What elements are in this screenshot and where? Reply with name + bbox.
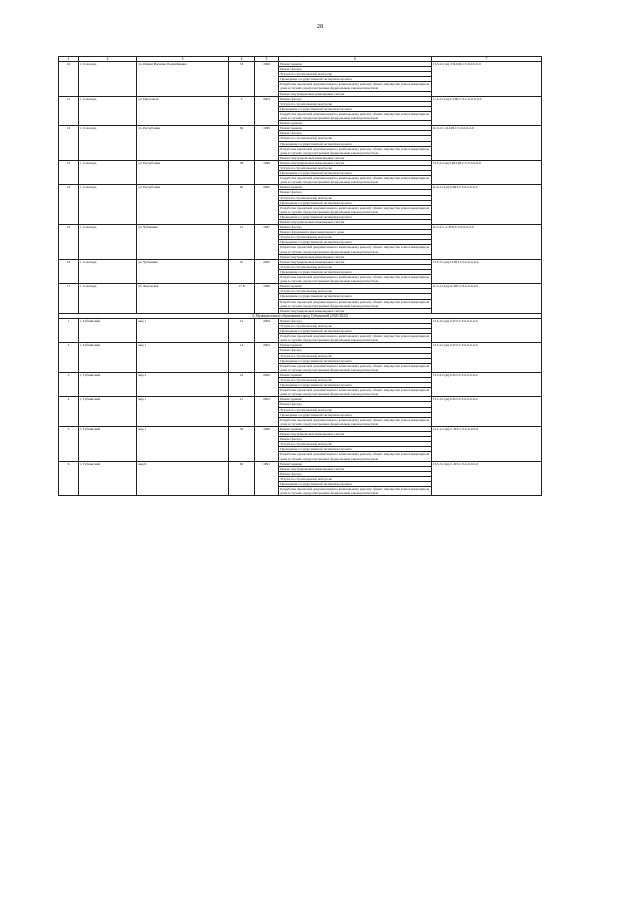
work-type-cell: Проведение государственной экспертизы проекта <box>279 481 432 486</box>
house-number-cell: 14 <box>229 343 255 373</box>
work-type-cell: Разработка проектной документации по капитальному ремонту общего имущества в многоквартирном доме в случаях, предусмотренных федеральным законодательством <box>279 334 432 343</box>
city-cell: г. Салехард <box>79 259 137 283</box>
header-cell: 4 <box>229 57 255 62</box>
row-number-cell: 12 <box>59 126 79 161</box>
row-number-cell: 17 <box>59 284 79 314</box>
work-type-cell: Ремонт внутридомовых инженерных систем <box>279 220 432 225</box>
work-type-cell: Разработка проектной документации по капитальному ремонту общего имущества в многоквартирном доме в случаях, предусмотренных федеральным законодательством <box>279 417 432 426</box>
city-cell: г. Салехард <box>79 225 137 260</box>
table-row <box>59 461 542 466</box>
city-cell: г. Губкинский <box>79 426 137 461</box>
work-type-cell: Ремонт фасада <box>279 225 432 230</box>
street-cell: мкр 3 <box>137 372 229 396</box>
work-type-cell: Ремонт крыши <box>279 426 432 431</box>
build-year-cell: 2002 <box>255 343 279 373</box>
table-row <box>59 426 542 431</box>
work-type-cell: Услуги по строительному контролю <box>279 264 432 269</box>
work-type-cell: Проведение государственной экспертизы проекта <box>279 200 432 205</box>
work-type-cell: Проведение государственной экспертизы проекта <box>279 141 432 146</box>
street-cell: мкр 1 <box>137 318 229 342</box>
street-cell: мкр 1 <box>137 343 229 373</box>
house-code-cell: К-3-2-С(м)-О-ПП-СЭ-0-0-0-0-0 <box>432 284 542 314</box>
house-code-cell: П-5-3-С(м)-0-ПЭ-СЭ-0-0-0-0-0 <box>432 318 542 342</box>
build-year-cell: 2009 <box>255 318 279 342</box>
work-type-cell: Разработка проектной документации по капитальному ремонту общего имущества в многоквартирном доме в случаях, предусмотренных федеральным законодательством <box>279 82 432 91</box>
street-cell: ул. Чубынина <box>137 259 229 283</box>
row-number-cell: 1 <box>59 318 79 342</box>
street-cell: ул. Республики <box>137 160 229 184</box>
row-number-cell: 5 <box>59 426 79 461</box>
street-cell: ул. Республики <box>137 185 229 225</box>
street-cell: ул. Ямальская <box>137 284 229 314</box>
table-row <box>59 62 542 67</box>
row-number-cell: 15 <box>59 225 79 260</box>
work-type-cell: Разработка проектной документации по капитальному ремонту общего имущества в многоквартирном доме в случаях, предусмотренных федеральным законодательством <box>279 487 432 496</box>
header-cell: 5 <box>255 57 279 62</box>
city-cell: г. Салехард <box>79 62 137 97</box>
row-number-cell: 6 <box>59 461 79 496</box>
work-type-cell: Ремонт крыши <box>279 121 432 126</box>
street-cell: мкр 1 <box>137 426 229 461</box>
work-type-cell: Ремонт фундамента многоквартирного дома <box>279 230 432 235</box>
table-row <box>59 225 542 230</box>
work-type-cell: Ремонт крыши <box>279 372 432 377</box>
row-number-cell: 14 <box>59 185 79 225</box>
city-cell: г. Салехард <box>79 126 137 161</box>
work-type-cell: Ремонт внутридомовых инженерных систем <box>279 254 432 259</box>
work-type-cell: Услуги по строительному контролю <box>279 165 432 170</box>
row-number-cell: 2 <box>59 343 79 373</box>
house-number-cell: 21 <box>229 397 255 427</box>
street-cell: ул. Чубынина <box>137 225 229 260</box>
work-type-cell: Разработка проектной документации по капитальному ремонту общего имущества в многоквартирном доме в случаях, предусмотренных федеральным законодательством <box>279 245 432 254</box>
work-type-cell: Проведение государственной экспертизы проекта <box>279 269 432 274</box>
work-type-cell: Разработка проектной документации по капитальному ремонту общего имущества в многоквартирном доме в случаях, предусмотренных федеральным законодательством <box>279 299 432 308</box>
city-cell: г. Салехард <box>79 185 137 225</box>
header-cell: 7 <box>432 57 542 62</box>
work-type-cell: Услуги по строительному контролю <box>279 136 432 141</box>
work-type-cell: Ремонт крыши <box>279 343 432 348</box>
city-cell: г. Губкинский <box>79 318 137 342</box>
row-number-cell: 11 <box>59 96 79 126</box>
house-number-cell: 17 Б <box>229 284 255 314</box>
house-code-cell: П-5-2-С(м)-0-ПЭ-СЭ-0-0-0-0-0 <box>432 372 542 396</box>
header-cell: 1 <box>59 57 79 62</box>
house-number-cell: 62 <box>229 461 255 496</box>
work-type-cell: Ремонт фасада <box>279 437 432 442</box>
work-type-cell: Проведение государственной экспертизы проекта <box>279 214 432 219</box>
work-type-cell: Услуги по строительному контролю <box>279 235 432 240</box>
city-cell: г. Губкинский <box>79 372 137 396</box>
work-type-cell: Ремонт фасада <box>279 96 432 101</box>
work-type-cell: Разработка проектной документации по капитальному ремонту общего имущества в многоквартирном доме в случаях, предусмотренных федеральным законодательством <box>279 388 432 397</box>
city-cell: г. Салехард <box>79 96 137 126</box>
house-number-cell: 58 <box>229 160 255 184</box>
street-cell: ул. Цветочная <box>137 96 229 126</box>
work-type-cell: Ремонт фасада <box>279 131 432 136</box>
house-code-cell: С-4-2-С(м)-С-ПП-СЭ-С-0-0-0-0-0 <box>432 96 542 126</box>
city-cell: г. Салехард <box>79 284 137 314</box>
work-type-cell: Ремонт крыши <box>279 126 432 131</box>
work-type-cell: Проведение государственной экспертизы проекта <box>279 171 432 176</box>
work-type-cell: Разработка проектной документации по капитальному ремонту общего имущества в многоквартирном доме в случаях, предусмотренных федеральным законодательством <box>279 452 432 461</box>
build-year-cell: 2004 <box>255 96 279 126</box>
work-type-cell: Ремонт крыши <box>279 397 432 402</box>
street-cell: мкр 1 <box>137 397 229 427</box>
city-cell: г. Губкинский <box>79 397 137 427</box>
header-cell: 6 <box>279 57 432 62</box>
work-type-cell: Ремонт крыши <box>279 185 432 190</box>
row-number-cell: 16 <box>59 259 79 283</box>
table-row <box>59 318 542 323</box>
build-year-cell: 1999 <box>255 160 279 184</box>
work-type-cell: Проведение государственной экспертизы проекта <box>279 294 432 299</box>
work-type-cell: Услуги по строительному контролю <box>279 72 432 77</box>
house-code-cell: П-5-3-С(м)-0-ПЭ-СЭ-0-0-0-0-0 <box>432 397 542 427</box>
work-type-cell: Услуги по строительному контролю <box>279 353 432 358</box>
section-title: 2. Муниципальное образование город Губкинский (2020-2022) <box>59 313 542 318</box>
house-code-cell: П-5-3-С(м)-С-ПЭ-СЭ-0-0-0-0-0 <box>432 461 542 496</box>
table-row <box>59 284 542 289</box>
house-number-cell: 25 <box>229 259 255 283</box>
table-row <box>59 126 542 131</box>
street-cell: ул. Имени Василия Подшибякина <box>137 62 229 97</box>
work-type-cell: Проведение государственной экспертизы проекта <box>279 383 432 388</box>
work-type-cell: Ремонт внутридомовых инженерных систем <box>279 432 432 437</box>
house-code-cell: К-3-4-С-С-ПП-СЭ-0-0-0-0-0 <box>432 225 542 260</box>
work-type-cell: Ремонт внутридомовых инженерных систем <box>279 466 432 471</box>
table-row <box>59 259 542 264</box>
work-type-cell: Проведение государственной экспертизы проекта <box>279 240 432 245</box>
work-type-cell: Услуги по строительному контролю <box>279 378 432 383</box>
work-type-cell: Ремонт фасада <box>279 318 432 323</box>
work-type-cell: Услуги по строительному контролю <box>279 442 432 447</box>
work-type-cell: Проведение государственной экспертизы проекта <box>279 358 432 363</box>
work-type-cell: Проведение государственной экспертизы проекта <box>279 106 432 111</box>
street-cell: мкр 6 <box>137 461 229 496</box>
table-row <box>59 160 542 165</box>
build-year-cell: 1996 <box>255 62 279 97</box>
work-type-cell: Ремонт фасада <box>279 190 432 195</box>
work-type-cell: Ремонт внутридомовых инженерных систем <box>279 160 432 165</box>
house-number-cell: 12 <box>229 318 255 342</box>
work-type-cell: Разработка проектной документации по капитальному ремонту общего имущества в многоквартирном доме в случаях, предусмотренных федеральным законодательством <box>279 111 432 120</box>
house-code-cell: П-2-2-С(м)-С-ПЭ-СЭ-0-0-0-0-0 <box>432 426 542 461</box>
build-year-cell: 1987 <box>255 225 279 260</box>
build-year-cell: 1991 <box>255 461 279 496</box>
house-code-cell: П-5-3-С(м)-П-ПП-СЭ-0-0-0-0-0 <box>432 259 542 283</box>
table-row <box>59 96 542 101</box>
work-type-cell: Услуги по строительному контролю <box>279 101 432 106</box>
work-type-cell: Ремонт внутридомовых инженерных систем <box>279 155 432 160</box>
table-row <box>59 372 542 377</box>
work-type-cell: Ремонт внутридомовых инженерных систем <box>279 91 432 96</box>
house-code-cell: П-5-2-С(м)-ЦП-ЦП-СЭ-0-0-0-0-0 <box>432 160 542 184</box>
house-number-cell: 3 <box>229 96 255 126</box>
work-type-cell: Проведение государственной экспертизы проекта <box>279 329 432 334</box>
row-number-cell: 4 <box>59 397 79 427</box>
build-year-cell: 2000 <box>255 372 279 396</box>
work-type-cell: Ремонт крыши <box>279 461 432 466</box>
house-number-cell: 56 <box>229 426 255 461</box>
house-code-cell: К-3-2-С-О-ЦП-СЭ-0-0-0-0-0 <box>432 126 542 161</box>
work-type-cell: Разработка проектной документации по капитальному ремонту общего имущества в многоквартирном доме в случаях, предусмотренных федеральным законодательством <box>279 205 432 214</box>
work-type-cell: Ремонт внутридомовых инженерных систем <box>279 259 432 264</box>
work-type-cell: Услуги по строительному контролю <box>279 195 432 200</box>
house-number-cell: 69 <box>229 126 255 161</box>
row-number-cell: 13 <box>59 160 79 184</box>
table-row <box>59 185 542 190</box>
city-cell: г. Губкинский <box>79 461 137 496</box>
house-number-cell: 33 <box>229 62 255 97</box>
house-code-cell: К-4-4-С(м)-0-ЦП-СЭ-0-0-0-0-0 <box>432 185 542 225</box>
row-number-cell: 3 <box>59 372 79 396</box>
build-year-cell: 2000 <box>255 185 279 225</box>
build-year-cell: 2000 <box>255 259 279 283</box>
page-number: 28 <box>316 23 324 30</box>
header-cell: 2 <box>79 57 137 62</box>
house-number-cell: 12 <box>229 225 255 260</box>
repair-program-table <box>58 56 542 496</box>
row-number-cell: 10 <box>59 62 79 97</box>
work-type-cell: Разработка проектной документации по капитальному ремонту общего имущества в многоквартирном доме в случаях, предусмотренных федеральным законодательством <box>279 275 432 284</box>
work-type-cell: Разработка проектной документации по капитальному ремонту общего имущества в многоквартирном доме в случаях, предусмотренных федеральным законодательством <box>279 176 432 185</box>
house-code-cell: П-5-2-С(м)-0-ПЭ-СЭ-0-0-0-0-0 <box>432 343 542 373</box>
work-type-cell: Услуги по строительному контролю <box>279 407 432 412</box>
house-number-cell: 60 <box>229 185 255 225</box>
build-year-cell: 1999 <box>255 126 279 161</box>
header-cell: 3 <box>137 57 229 62</box>
work-type-cell: Ремонт крыши <box>279 284 432 289</box>
house-code-cell: П-5-2-С(м)-УП-ЦП-СЭ-0-0-0-0-0 <box>432 62 542 97</box>
work-type-cell: Ремонт крыши <box>279 62 432 67</box>
work-type-cell: Проведение государственной экспертизы проекта <box>279 77 432 82</box>
street-cell: ул. Республики <box>137 126 229 161</box>
city-cell: г. Салехард <box>79 160 137 184</box>
work-type-cell: Ремонт фасада <box>279 348 432 353</box>
table-row <box>59 343 542 348</box>
city-cell: г. Губкинский <box>79 343 137 373</box>
work-type-cell: Услуги по строительному контролю <box>279 476 432 481</box>
build-year-cell: 1998 <box>255 284 279 314</box>
work-type-cell: Услуги по строительному контролю <box>279 289 432 294</box>
work-type-cell: Разработка проектной документации по капитальному ремонту общего имущества в многоквартирном доме в случаях, предусмотренных федеральным законодательством <box>279 363 432 372</box>
build-year-cell: 2005 <box>255 397 279 427</box>
work-type-cell: Ремонт фасада <box>279 471 432 476</box>
work-type-cell: Проведение государственной экспертизы проекта <box>279 447 432 452</box>
work-type-cell: Ремонт фасада <box>279 402 432 407</box>
table-row <box>59 397 542 402</box>
build-year-cell: 1996 <box>255 426 279 461</box>
work-type-cell: Ремонт внутридомовых инженерных систем <box>279 308 432 313</box>
work-type-cell: Ремонт фасада <box>279 67 432 72</box>
work-type-cell: Услуги по строительному контролю <box>279 323 432 328</box>
work-type-cell: Разработка проектной документации по капитальному ремонту общего имущества в многоквартирном доме в случаях, предусмотренных федеральным законодательством <box>279 146 432 155</box>
house-number-cell: 16 <box>229 372 255 396</box>
work-type-cell: Проведение государственной экспертизы проекта <box>279 412 432 417</box>
